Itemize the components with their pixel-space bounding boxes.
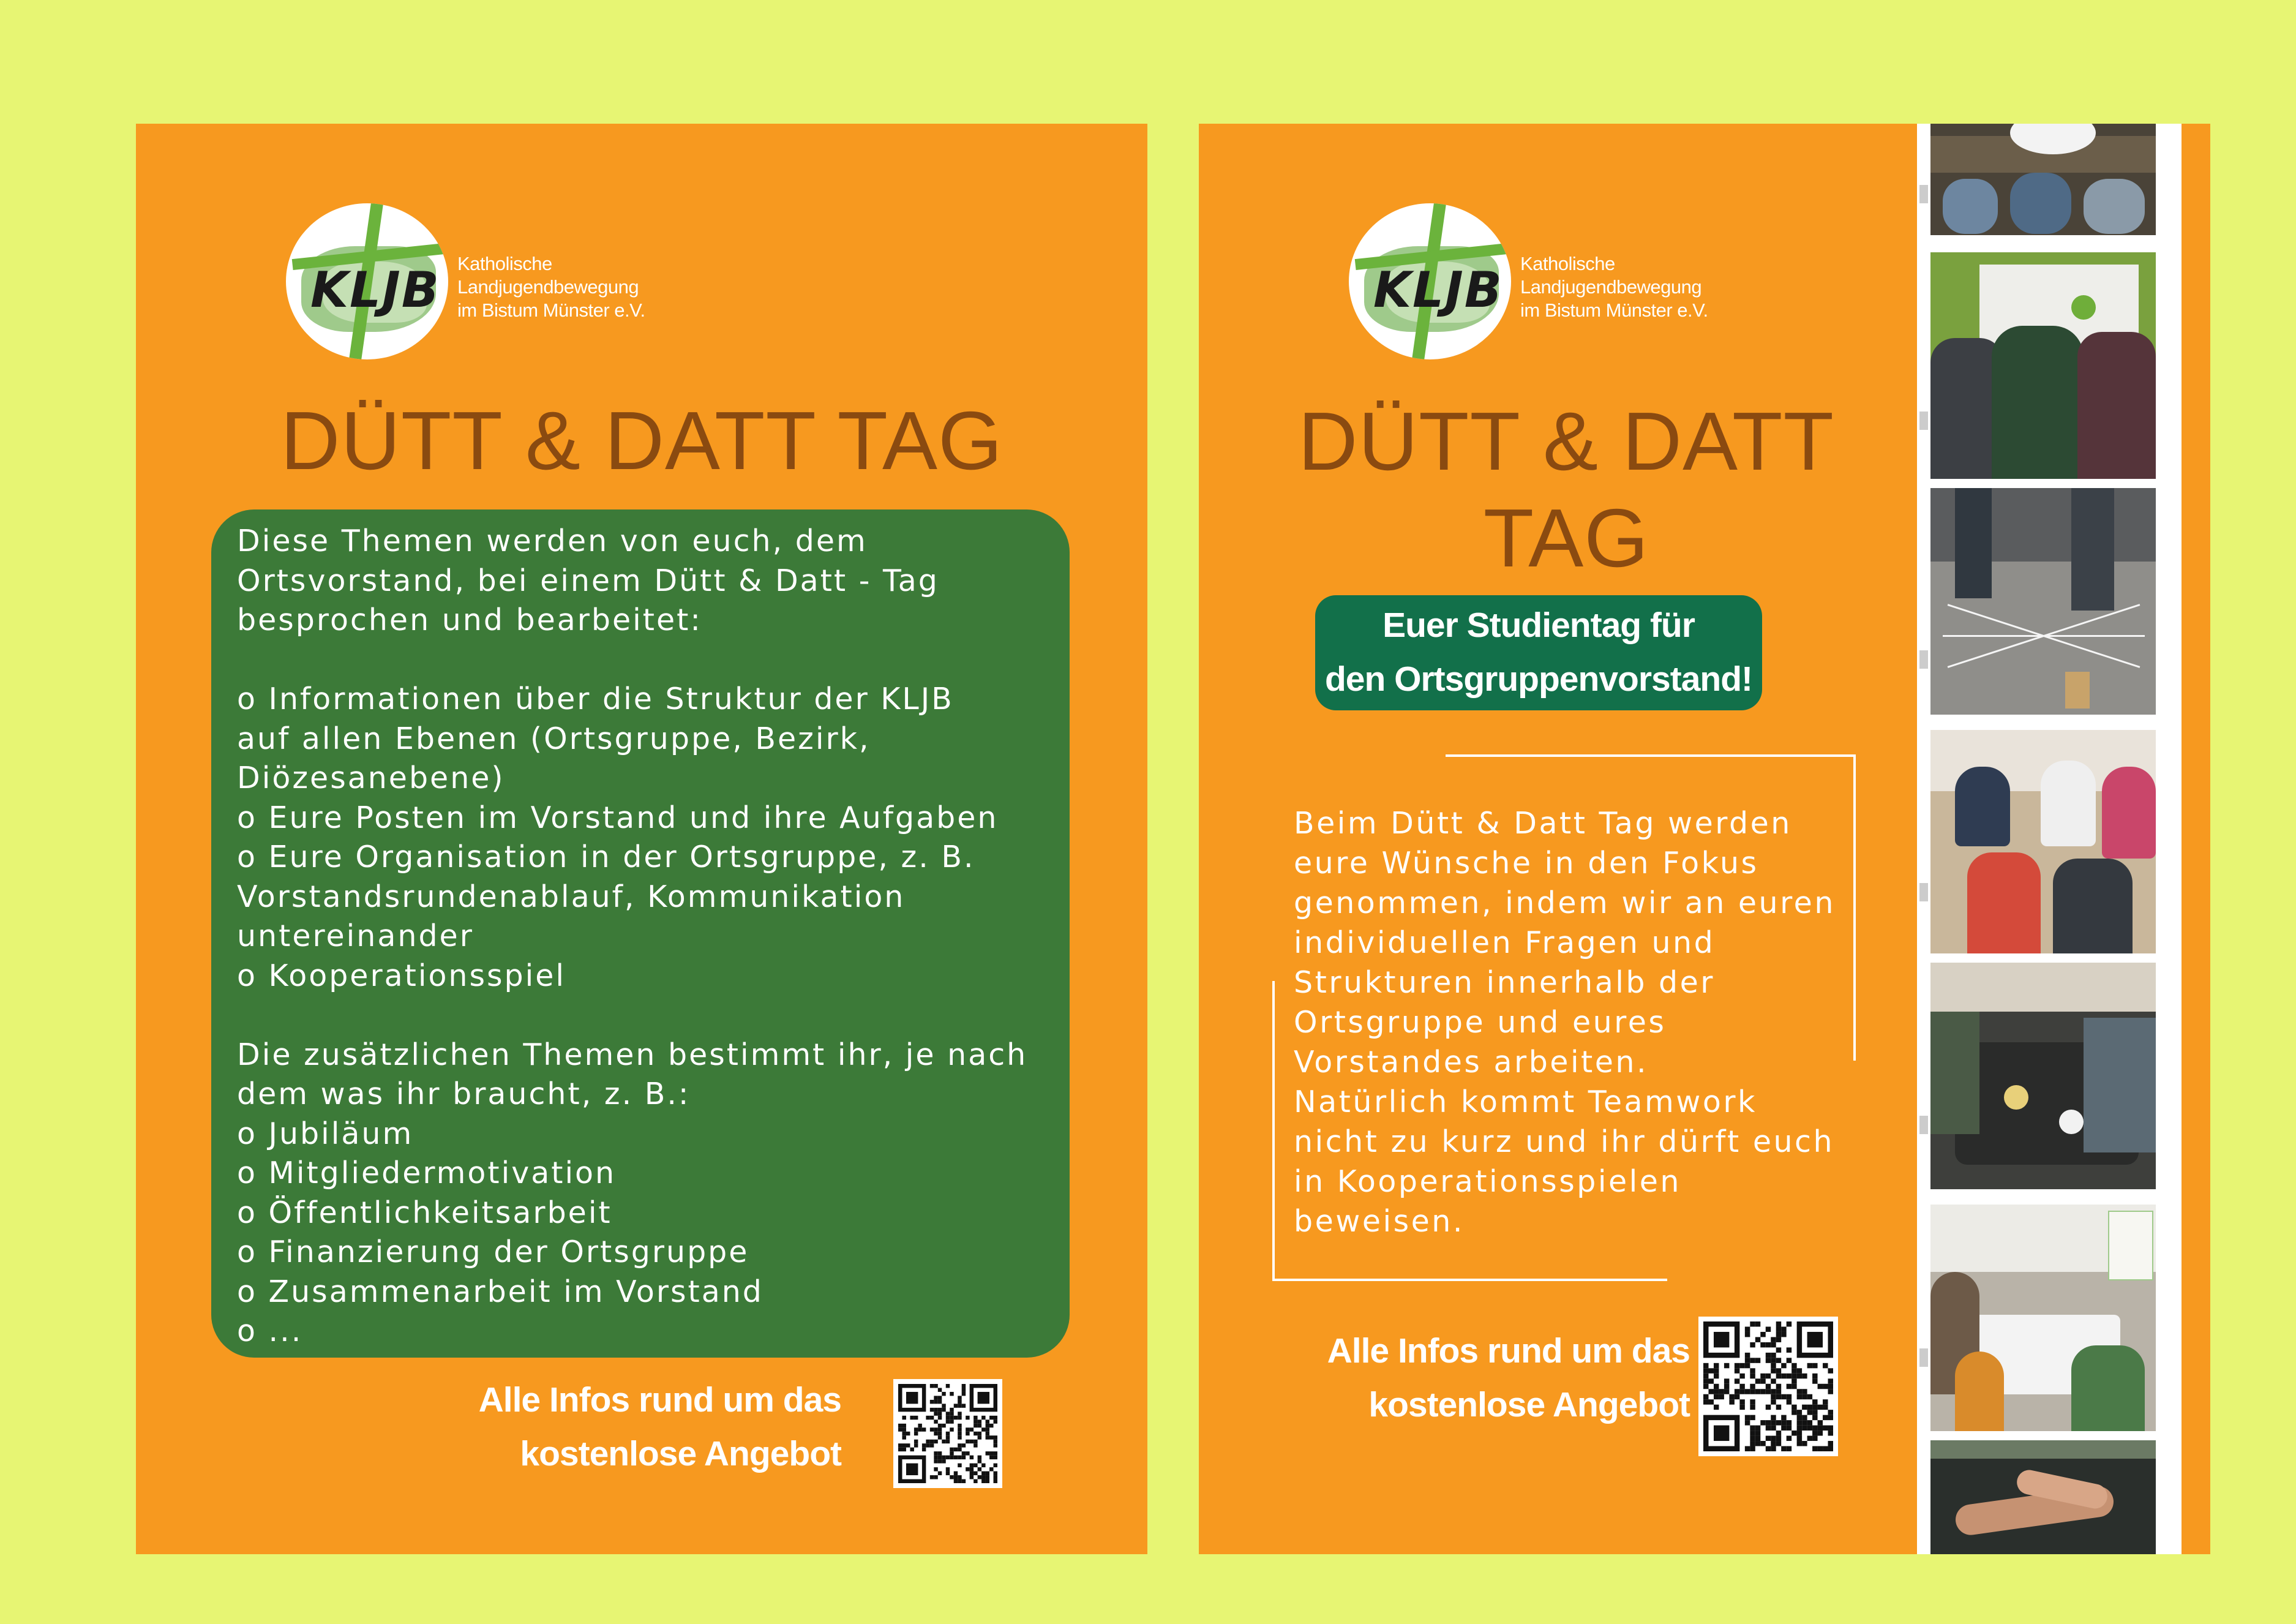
qr-code-icon[interactable]	[893, 1379, 1002, 1488]
kljb-org-name: Katholische Landjugendbewegung im Bistum Münster e.V.	[457, 253, 645, 321]
frame-line-top	[1446, 754, 1856, 757]
photo-string-game	[1930, 488, 2156, 715]
qr-code-icon-graphic	[898, 1384, 997, 1483]
infos-text: Alle Infos rund um das kostenlose Angebot	[478, 1380, 841, 1473]
photo-group-workshop	[1930, 1205, 2156, 1431]
photo-film-strip	[1917, 124, 2182, 1554]
kljb-logo-emblem	[286, 203, 448, 359]
page-title: DÜTT & DATT TAG	[280, 394, 1004, 487]
film-strip-right-edge	[2182, 124, 2210, 1554]
subtitle-badge-text: Euer Studientag für den Ortsgruppenvorstand!	[1324, 606, 1753, 699]
flyer-left	[136, 124, 1147, 1554]
qr-code-icon[interactable]	[1698, 1317, 1838, 1456]
kljb-logo	[286, 185, 715, 369]
infos-text: Alle Infos rund um das kostenlose Angebot	[1327, 1331, 1690, 1424]
photo-group-from-above	[1930, 124, 2156, 235]
frame-line-bottom	[1272, 1279, 1667, 1281]
description-text: Beim Dütt & Datt Tag werden eure Wünsche in den Fokus genommen, indem wir an euren individuellen Fragen und Strukturen innerhalb der Ortsgruppe und eures Vorstandes arbeiten. Natürlich kommt Teamwork nicht zu kurz und ihr dürft euch in Kooperationsspielen beweisen.	[1294, 806, 1836, 1239]
photo-group-at-table	[1930, 963, 2156, 1189]
flyer-right	[1199, 124, 2210, 1554]
kljb-logo-emblem	[1349, 203, 1511, 359]
kljb-logo-letters: KLJB	[310, 261, 440, 318]
kljb-logo-letters: KLJB	[1373, 261, 1503, 318]
frame-line-left	[1272, 981, 1275, 1281]
page-title: DÜTT & DATT TAG	[1298, 395, 1834, 584]
kljb-logo	[1349, 185, 1777, 369]
kljb-org-name: Katholische Landjugendbewegung im Bistum Münster e.V.	[1520, 253, 1708, 321]
photo-hands-together	[1930, 1440, 2156, 1554]
qr-code-icon-graphic	[1703, 1321, 1833, 1451]
photo-group-sitting	[1930, 730, 2156, 953]
photo-group-at-map	[1930, 252, 2156, 479]
topics-text: Diese Themen werden von euch, dem Ortsvorstand, bei einem Dütt & Datt - Tag besprochen und bearbeitet: o Informationen über die Struktur der KLJB auf allen Ebenen (Ortsgruppe, Bezirk, Diözesanebene) o Eure Posten im Vorstand und ihre Aufgaben o Eure Organisation in der Ortsgruppe, z. B. Vorstandsrundenablauf, Kommunikation untereinander o Kooperationsspiel Die zusätzlichen Themen bestimmt ihr, je nach dem was ihr braucht, z. B.: o Jubiläum o Mitgliedermotivation o Öffentlichkeitsarbeit o Finanzierung der Ortsgruppe o Zusammenarbeit im Vorstand o ...	[237, 524, 1028, 1348]
